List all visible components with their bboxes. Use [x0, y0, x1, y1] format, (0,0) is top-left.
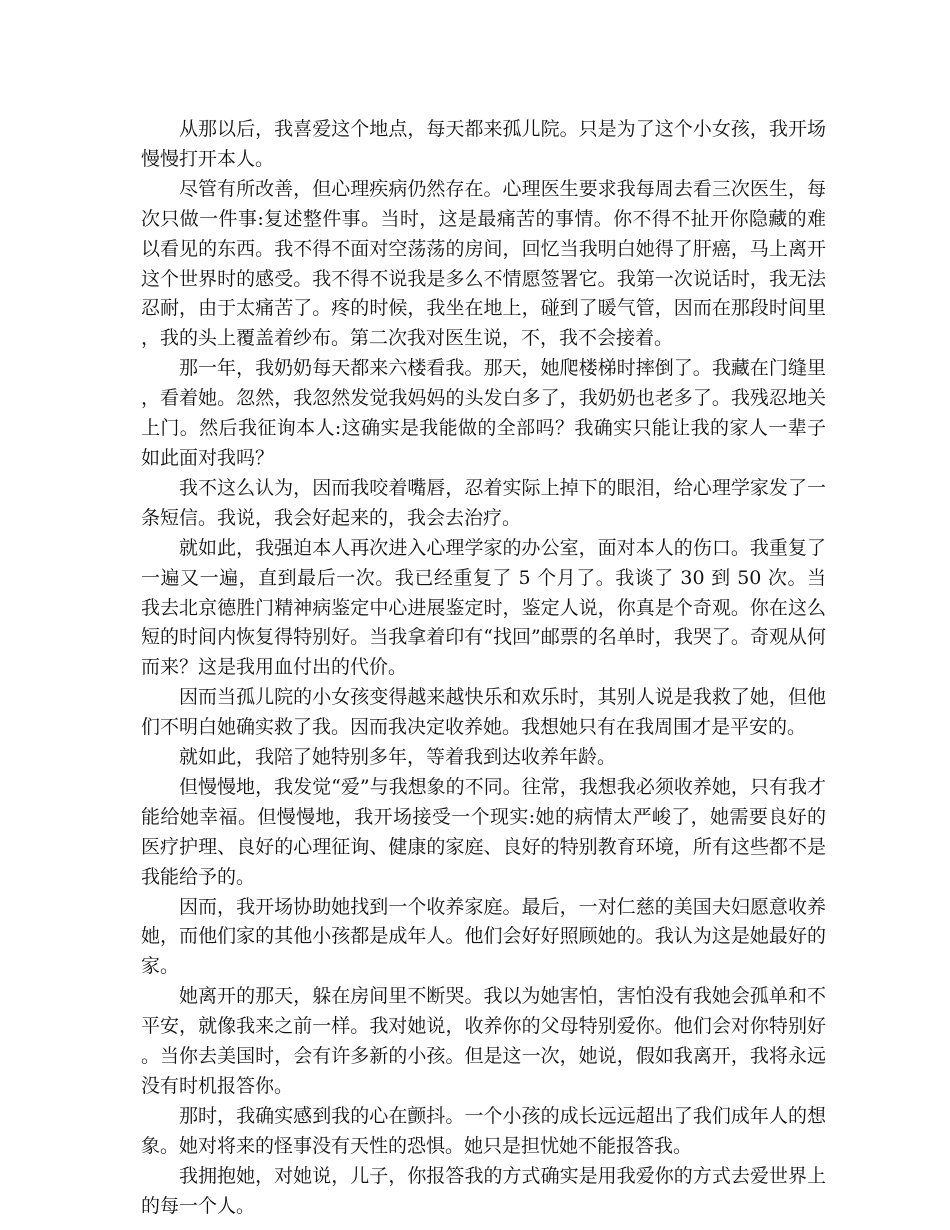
paragraph: 就如此，我陪了她特别多年，等着我到达收养年龄。 — [179, 746, 617, 769]
paragraph: 尽管有所改善，但心理疾病仍然存在。心理医生要求我每周去看三次医生，每次只做一件事:复述整件事。当时，这是最痛苦的事情。你不得不扯开你隐藏的难以看见的东西。我不得不面对空荡荡的房间，回忆当我明白她得了肝癌，马上离开这个世界时的感受。我不得不说我是多么不情愿签署它。我第一次说话时，我无法忍耐，由于太痛苦了。疼的时候，我坐在地上，碰到了暖气管，因而在那段时间里，我的头上覆盖着纱布。第二次我对医生说，不，我不会接着。 — [141, 177, 826, 350]
paragraph: 因而，我开场协助她找到一个收养家庭。最后，一对仁慈的美国夫妇愿意收养她，而他们家的其他小孩都是成年人。他们会好好照顾她的。我认为这是她最好的家。 — [141, 895, 826, 978]
paragraph: 但慢慢地，我发觉“爱”与我想象的不同。往常，我想我必须收养她，只有我才能给她幸福。但慢慢地，我开场接受一个现实:她的病情太严峻了，她需要良好的医疗护理、良好的心理征询、健康的家庭、良好的特别教育环境，所有这些都不是我能给予的。 — [141, 775, 826, 888]
paragraph: 从那以后，我喜爱这个地点，每天都来孤儿院。只是为了这个小女孩，我开场慢慢打开本人。 — [141, 118, 826, 170]
paragraph: 那时，我确实感到我的心在颤抖。一个小孩的成长远远超出了我们成年人的想象。她对将来的怪事没有天性的恐惧。她只是担忧她不能报答我。 — [141, 1104, 826, 1157]
document-body — [141, 115, 826, 1222]
paragraph: 因而当孤儿院的小女孩变得越来越快乐和欢乐时，其别人说是我救了她，但他们不明白她确实救了我。因而我决定收养她。我想她只有在我周围才是平安的。 — [141, 686, 826, 739]
paragraph: 她离开的那天，躲在房间里不断哭。我以为她害怕，害怕没有我她会孤单和不平安，就像我来之前一样。我对她说，收养你的父母特别爱你。他们会对你特别好。当你去美国时，会有许多新的小孩。但是这一次，她说，假如我离开，我将永远没有时机报答你。 — [141, 985, 826, 1097]
paragraph: 我拥抱她，对她说，儿子，你报答我的方式确实是用我爱你的方式去爱世界上的每一个人。 — [141, 1164, 826, 1217]
paragraph: 我不这么认为，因而我咬着嘴唇，忍着实际上掉下的眼泪，给心理学家发了一条短信。我说，我会好起来的，我会去治疗。 — [141, 476, 826, 529]
paragraph: 就如此，我强迫本人再次进入心理学家的办公室，面对本人的伤口。我重复了一遍又一遍，直到最后一次。我已经重复了 5 个月了。我谈了 30 到 50 次。当我去北京德胜门精神病鉴定中心进展鉴定时，鉴定人说，你真是个奇观。你在这么短的时间内恢复得特别好。当我拿着印有“找回”邮票的名单时，我哭了。奇观从何而来？这是我用血付出的代价。 — [141, 536, 826, 679]
paragraph: 那一年，我奶奶每天都来六楼看我。那天，她爬楼梯时摔倒了。我藏在门缝里，看着她。忽然，我忽然发觉我妈妈的头发白多了，我奶奶也老多了。我残忍地关上门。然后我征询本人:这确实是我能做的全部吗？我确实只能让我的家人一辈子如此面对我吗？ — [141, 357, 826, 469]
